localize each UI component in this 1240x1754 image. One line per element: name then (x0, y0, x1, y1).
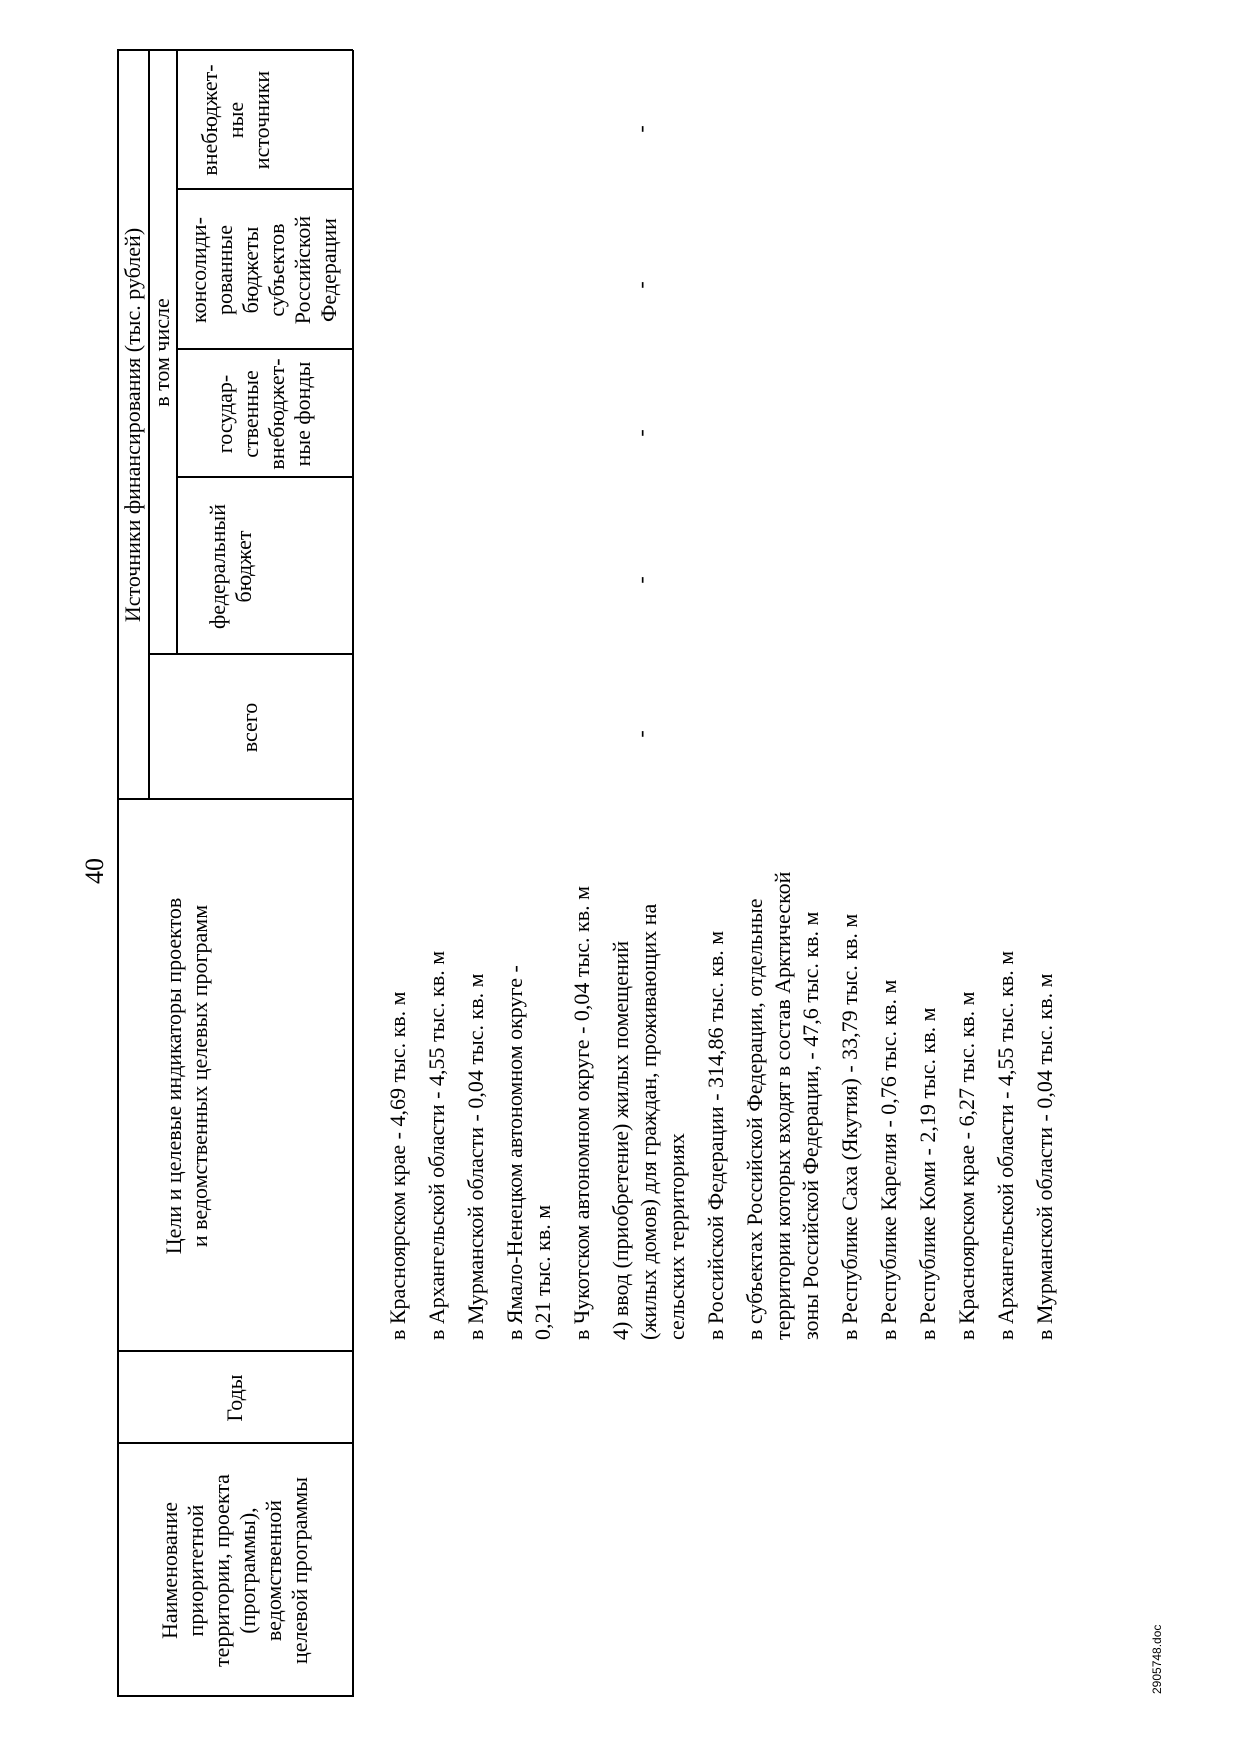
table-border (352, 50, 354, 1697)
goal-item: в Республике Коми - 2,19 тыс. кв. м (915, 1007, 940, 1340)
page-number: 40 (80, 858, 109, 884)
federal-value: - (628, 576, 653, 584)
header-state-funds: государ- ственные внебюджет- ные фонды (212, 358, 315, 470)
goal-item: в субъектах Российской Федерации, отдельные территории которых входят в состав Арктической зоны Российской Федерации, - 47,6 тыс. кв. м (742, 871, 823, 1340)
total-value: - (628, 730, 653, 738)
header-sources: Источники финансирования (тыс. рублей) (119, 227, 145, 623)
goals-list (384, 872, 1070, 1340)
goal-item: в Российской Федерации - 314,86 тыс. кв. м (703, 930, 728, 1340)
goal-item: в Архангельской области - 4,55 тыс. кв. м (993, 950, 1018, 1340)
goal-item: в Красноярском крае - 6,27 тыс. кв. м (954, 991, 979, 1340)
goal-item: в Республике Карелия - 0,76 тыс. кв. м (876, 979, 901, 1340)
file-name-footer: 2905748.doc (1150, 1624, 1164, 1694)
extrabudget-value: - (628, 125, 653, 133)
header-regional: консолиди- рованные бюджеты субъектов Российской Федерации (186, 215, 341, 325)
goal-item: в Чукотском автономном округе - 0,04 тыс. кв. м (569, 885, 594, 1340)
goal-item: в Ямало-Ненецком автономном округе - 0,21 тыс. кв. м (502, 965, 555, 1340)
header-goals: Цели и целевые индикаторы проектов и ведомственных целевых программ (161, 897, 212, 1255)
header-federal: федеральный бюджет (205, 504, 256, 629)
header-including: в том числе (149, 298, 174, 407)
goal-item: в Красноярском крае - 4,69 тыс. кв. м (385, 991, 410, 1340)
header-extrabudget: внебюджет- ные источники (197, 64, 274, 176)
header-years: Годы (221, 1374, 247, 1422)
goal-item: в Мурманской области - 0,04 тыс. кв. м (1032, 973, 1057, 1340)
goal-item: 4) ввод (приобретение) жилых помещений (жилых домов) для граждан, проживающих на сельских территориях (608, 903, 689, 1340)
goal-item: в Мурманской области - 0,04 тыс. кв. м (463, 973, 488, 1340)
regional-value: - (628, 281, 653, 289)
goal-item: в Республике Саха (Якутия) - 33,79 тыс. кв. м (837, 913, 862, 1340)
goal-item: в Архангельской области - 4,55 тыс. кв. м (424, 950, 449, 1340)
header-total: всего (237, 702, 262, 753)
state-funds-value: - (628, 429, 653, 437)
header-name: Наименование приоритетной территории, проекта (программы), ведомственной целевой программы (156, 1474, 312, 1667)
